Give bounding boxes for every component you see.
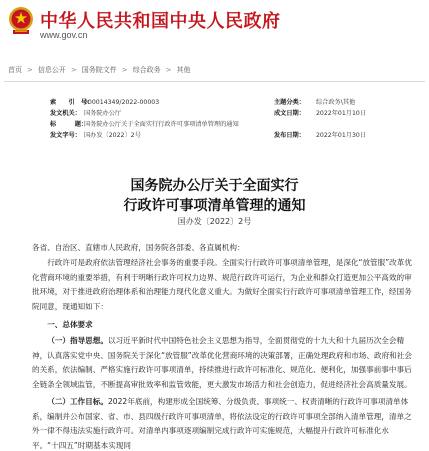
addressee: 各省、自治区、直辖市人民政府，国务院各部委、各直属机构： [32, 243, 245, 252]
breadcrumb-home[interactable]: 首页 [8, 66, 22, 74]
breadcrumb-separator: > [165, 66, 172, 74]
publish-date-value: 2022年01月30日 [316, 132, 367, 139]
written-date-label: 成文日期： [274, 110, 305, 117]
intro-paragraph: 行政许可是政府依法管理经济社会事务的重要手段。全面实行行政许可事项清单管理，是深化“放管服”改革优化营商环境的重要举措，有利于明晰行政许可权力边界、规范行政许可运行，为企业和群众打造更加公平高效的审批环境，对于推进政府治理体系和治理能力现代化意义重大。为做好全面实行行政许可事项清单管理工作，经国务院同意，现通知如下： [32, 258, 412, 311]
breadcrumb-general-affairs[interactable]: 综合政务 [132, 66, 161, 74]
work-goals-paragraph [32, 395, 414, 451]
document-number: 国办发〔2022〕2号 [177, 217, 252, 226]
document-title-line-2: 行政许可事项清单管理的通知 [123, 198, 306, 214]
document-metadata-table [50, 97, 390, 141]
breadcrumb-separator: > [70, 66, 77, 74]
national-emblem-icon[interactable] [8, 6, 34, 36]
meta-row [50, 97, 390, 108]
issuer-label: 发文机关： [50, 110, 81, 117]
title-value: 国务院办公厅关于全面实行行政许可事项清单管理的通知 [84, 121, 239, 128]
paragraph-text: 以习近平新时代中国特色社会主义思想为指导，全面贯彻党的十九大和十九届历次全会精神，认真落实党中央、国务院关于深化“放管服”改革优化营商环境的决策部署，正确处理政府和市场、政府和社会的关系，依法编制、严格实施行政许可事项清单，持续推进行政许可标准化、规范化、便利化，加强事前事中事后全链条全领域监管，不断提高审批效率和监管效能，更大激发市场活力和社会创造力，促进经济社会高质量发展。 [32, 336, 412, 389]
index-number-value: 000014349/2022-00003 [84, 99, 160, 106]
doc-number-label: 发文字号： [50, 132, 81, 139]
doc-number-value: 国办发〔2022〕2号 [84, 132, 141, 139]
site-url[interactable]: www.gov.cn [40, 30, 88, 40]
header-divider [4, 81, 425, 82]
site-title[interactable]: 中华人民共和国中央人民政府 [40, 11, 281, 32]
guiding-thought-paragraph [32, 334, 414, 392]
breadcrumb-separator: > [121, 66, 128, 74]
breadcrumb-other[interactable]: 其他 [176, 66, 191, 74]
written-date-value: 2022年01月10日 [316, 110, 367, 117]
index-number-label: 索 引 号： [50, 99, 94, 106]
document-title-line-1: 国务院办公厅关于全面实行 [130, 178, 299, 194]
meta-row [50, 108, 390, 119]
topic-label: 主题分类： [274, 99, 305, 106]
paragraph-lead: （一）指导思想。 [47, 336, 108, 345]
meta-row [50, 130, 390, 141]
topic-value: 综合政务\其他 [316, 99, 356, 106]
meta-row [50, 119, 390, 130]
issuer-value: 国务院办公厅 [84, 110, 122, 117]
title-label: 标 题： [50, 121, 88, 128]
breadcrumb-separator: > [27, 66, 33, 74]
section-heading: 一、总体要求 [47, 320, 93, 329]
breadcrumb-info-disclosure[interactable]: 信息公开 [37, 66, 66, 74]
publish-date-label: 发布日期： [274, 132, 305, 139]
paragraph-lead: （二）工作目标。 [47, 397, 108, 406]
site-header [0, 0, 429, 48]
breadcrumb [0, 62, 429, 78]
breadcrumb-state-council-docs[interactable]: 国务院文件 [81, 66, 117, 74]
paragraph-text: 2022年底前，构建形成全国统筹、分级负责、事项统一、权责清晰的行政许可事项清单体系，编制并公布国家、省、市、县四级行政许可事项清单，将依法设定的行政许可事项全部纳入清单管理，清单之外一律不得违法实施行政许可。对清单内事项逐项编制完成行政许可实施规范，大幅提升行政许可标准化水平。“十四五”时期基本实现同 [32, 397, 412, 450]
